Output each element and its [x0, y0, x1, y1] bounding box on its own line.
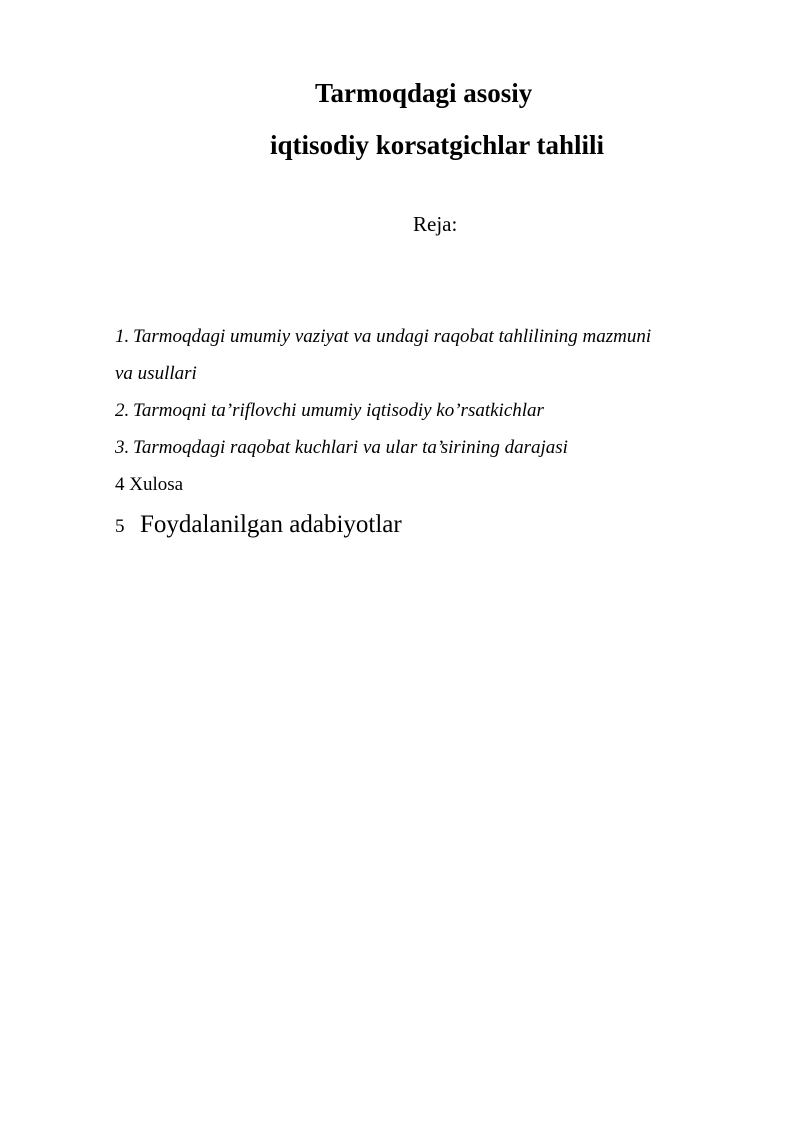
plan-item-3 — [115, 429, 745, 466]
plan-item-text: Foydalanilgan adabiyotlar — [140, 511, 402, 538]
plan-item-number: 4 — [115, 474, 125, 495]
plan-item-text: Tarmoqdagi umumiy vaziyat va undagi raqobat tahlilining mazmuni — [133, 326, 652, 347]
plan-item-4 — [115, 466, 745, 503]
plan-item-number: 1. — [115, 326, 130, 347]
plan-item-text: Tarmoqni ta’riflovchi umumiy iqtisodiy ko’rsatkichlar — [133, 400, 544, 421]
plan-item-1 — [115, 318, 745, 355]
plan-item-text: va usullari — [115, 363, 197, 384]
plan-item-number: 5 — [115, 516, 125, 537]
plan-item-5 — [115, 505, 745, 548]
plan-item-text: Xulosa — [129, 474, 184, 495]
plan-item-1-continuation — [115, 355, 745, 392]
plan-item-number: 2. — [115, 400, 130, 421]
plan-item-number: 3. — [115, 437, 130, 458]
document-title-line-2: iqtisodiy korsatgichlar tahlili — [270, 130, 605, 160]
plan-heading: Reja: — [413, 212, 458, 236]
document-title-line-1: Tarmoqdagi asosiy — [315, 78, 533, 108]
plan-item-text: Tarmoqdagi raqobat kuchlari va ular ta’sirining darajasi — [133, 437, 568, 458]
plan-list — [115, 318, 745, 548]
plan-item-2 — [115, 392, 745, 429]
